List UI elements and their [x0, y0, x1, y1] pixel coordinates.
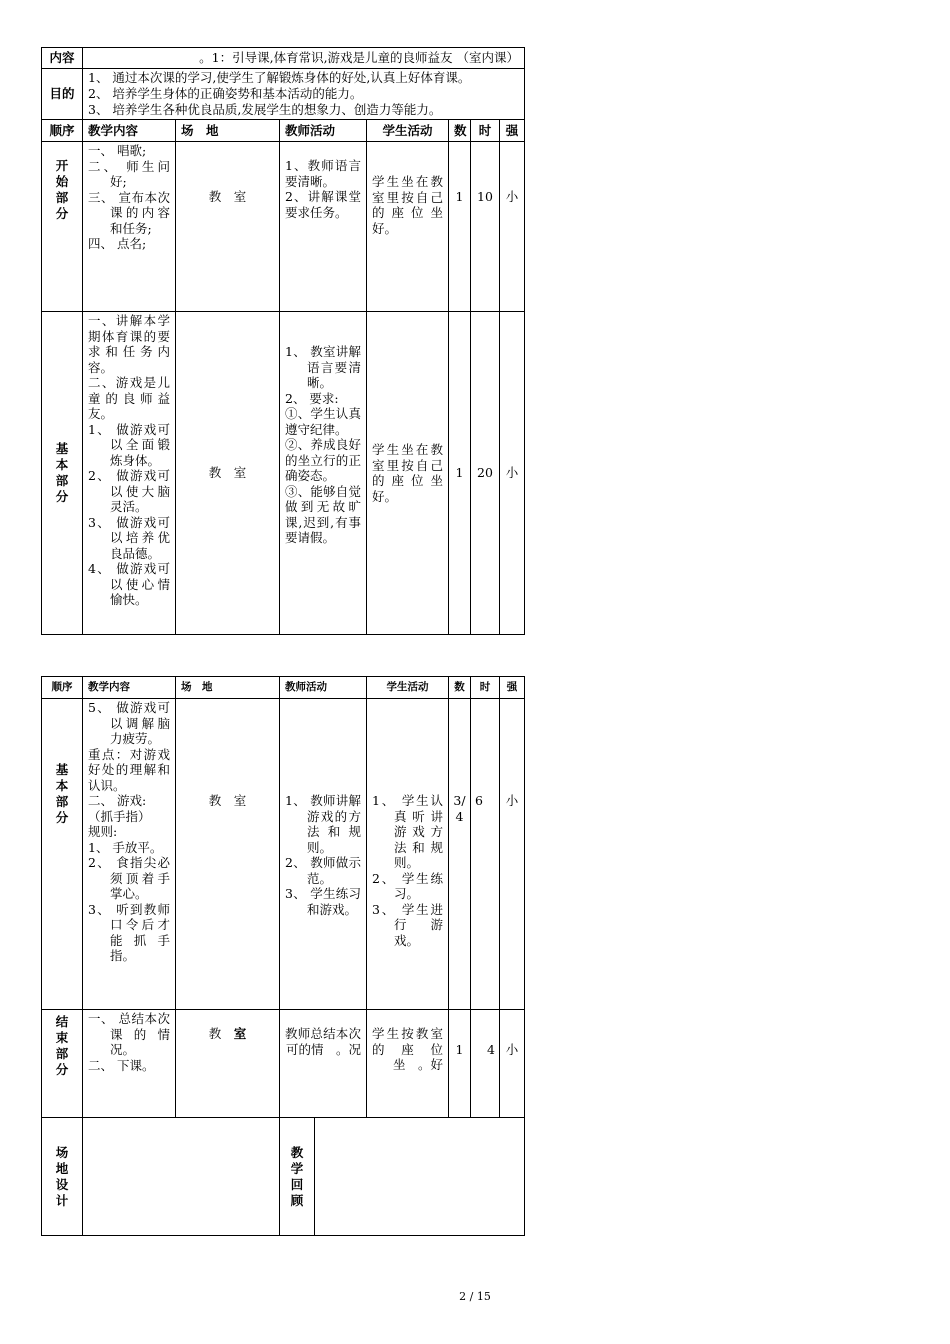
- goal-item: 1、 通过本次课的学习,使学生了解锻炼身体的好处,认真上好体育课。: [88, 70, 471, 85]
- list-item: 三、 宣布本次课的内容和任务;: [88, 189, 170, 236]
- content-label: 内容: [42, 48, 83, 69]
- end-venue: 教 室: [176, 1010, 280, 1118]
- section-basic: 基本部分: [42, 312, 83, 635]
- goal-item: 2、 培养学生身体的正确姿势和基本活动的能力。: [88, 86, 363, 101]
- goal-label: 目的: [42, 69, 83, 120]
- col-student: 学生活动: [367, 677, 449, 699]
- start-teacher: 1、教师语言要清晰。 2、讲解课堂要求任务。: [280, 142, 367, 312]
- basic-venue: 教 室: [176, 312, 280, 635]
- basic2-content: 5、 做游戏可以调解脑力疲劳。 重点：对游戏好处的理解和认识。 二、 游戏: （抓手指） 规则: 1、 手放平。 2、 食指尖必须顶着手掌心。 3、 听到教师口令后才能抓手指。: [83, 699, 176, 1010]
- basic2-time: 6: [471, 699, 500, 1010]
- col-content: 教学内容: [83, 677, 176, 699]
- section-end: 结束部分: [42, 1010, 83, 1118]
- end-intensity: 小: [500, 1010, 525, 1118]
- end-count: 1: [449, 1010, 471, 1118]
- basic2-count: 3/4: [449, 699, 471, 1010]
- basic2-student: 1、 学生认真听讲游戏方法和规则。 2、 学生练习。 3、 学生进行游戏。: [367, 699, 449, 1010]
- col-teacher: 教师活动: [280, 677, 367, 699]
- list-item: 二、 师生问好;: [88, 158, 170, 189]
- basic-student: 学生坐在教室里按自己的座位坐好。: [367, 312, 449, 635]
- list-item: 四、 点名;: [88, 236, 147, 251]
- page-number: 2 / 15: [459, 1290, 491, 1303]
- start-count: 1: [449, 142, 471, 312]
- basic-count: 1: [449, 312, 471, 635]
- col-teacher: 教师活动: [280, 120, 367, 142]
- content-value: 。1：引导课,体育常识,游戏是儿童的良师益友 （室内课）: [83, 48, 525, 69]
- col-intensity: 强: [500, 677, 525, 699]
- design-label: 场地设计: [42, 1118, 83, 1236]
- basic-intensity: 小: [500, 312, 525, 635]
- end-time: 4: [471, 1010, 500, 1118]
- basic-time: 20: [471, 312, 500, 635]
- section-basic-2: 基本部分: [42, 699, 83, 1010]
- design-area: [83, 1118, 280, 1236]
- col-student: 学生活动: [367, 120, 449, 142]
- review-label: 教学回顾: [280, 1118, 315, 1236]
- col-count: 数: [449, 677, 471, 699]
- lesson-plan-table-2: [41, 676, 525, 1236]
- col-time: 时: [471, 677, 500, 699]
- col-content: 教学内容: [83, 120, 176, 142]
- review-area: [315, 1118, 525, 1236]
- start-content: [83, 142, 176, 312]
- basic-teacher: 1、 教室讲解语言要清晰。 2、 要求: ①、学生认真遵守纪律。 ②、养成良好的坐立行的正确姿态。 ③、能够自觉做到无故旷课,迟到,有事要请假。: [280, 312, 367, 635]
- col-count: 数: [449, 120, 471, 142]
- end-student: 学生按教室的座位坐 。好: [367, 1010, 449, 1118]
- end-teacher: 教师总结本次可的情 。况: [280, 1010, 367, 1118]
- lesson-plan-table-1: [41, 47, 525, 635]
- start-venue: 教 室: [176, 142, 280, 312]
- basic-content: 一、讲解本学期体育课的要求和任务内容。 二、游戏是儿童的良师益友。 1、 做游戏可以全面锻炼身体。 2、 做游戏可以使大脑灵活。 3、 做游戏可以培养优良品德。 4、 做游戏可以使心情愉快。: [83, 312, 176, 635]
- basic2-teacher: 1、 教师讲解游戏的方法和规则。 2、 教师做示范。 3、 学生练习和游戏。: [280, 699, 367, 1010]
- basic2-intensity: 小: [500, 699, 525, 1010]
- col-intensity: 强: [500, 120, 525, 142]
- goal-item: 3、 培养学生各种优良品质,发展学生的想象力、创造力等能力。: [88, 102, 442, 117]
- section-start: 开始部分: [42, 142, 83, 312]
- col-venue: 场 地: [176, 120, 280, 142]
- basic2-venue: 教 室: [176, 699, 280, 1010]
- list-item: 一、 唱歌;: [88, 143, 147, 158]
- col-order: 顺序: [42, 120, 83, 142]
- col-venue: 场 地: [176, 677, 280, 699]
- start-time: 10: [471, 142, 500, 312]
- col-time: 时: [471, 120, 500, 142]
- col-order: 顺序: [42, 677, 83, 699]
- start-intensity: 小: [500, 142, 525, 312]
- goals-list: [83, 69, 525, 120]
- end-content: 一、 总结本次课的情况。 二、 下课。: [83, 1010, 176, 1118]
- start-student: 学生坐在教室里按自己的座位坐好。: [367, 142, 449, 312]
